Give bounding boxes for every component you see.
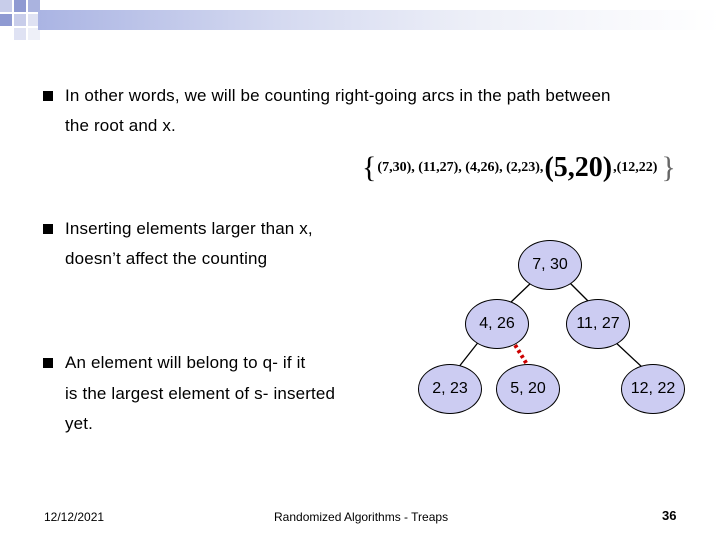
bullet-3-line-1: An element will belong to q- if it [65, 353, 306, 372]
bullet-3-line-3: yet. [65, 414, 94, 433]
footer-date: 12/12/2021 [44, 510, 105, 524]
bullet-1-line-2: the root and x. [65, 116, 176, 135]
sequence-highlight-item: (5,20) [544, 152, 613, 183]
sequence-open-brace: { [362, 151, 377, 184]
sequence-items-after: ,(12,22) [613, 160, 658, 175]
edge-4_26-2_23 [458, 340, 480, 368]
bullet-1-line-1: In other words, we will be counting right-going arcs in the path between [65, 86, 611, 105]
sequence-close-brace: } [661, 151, 676, 184]
sequence-items-before: (7,30), (11,27), (4,26), (2,23), [377, 160, 544, 175]
tree-node-5-20: 5, 20 [496, 364, 560, 414]
bullet-2-line-2: doesn’t affect the counting [65, 249, 268, 268]
tree-node-2-23: 2, 23 [418, 364, 482, 414]
bullet-3-line-2: is the largest element of s- inserted [65, 384, 336, 403]
tree-node-4-26: 4, 26 [465, 299, 529, 349]
tree-node-11-27: 11, 27 [566, 299, 630, 349]
tree-node-12-22: 12, 22 [621, 364, 685, 414]
tree-node-7-30: 7, 30 [518, 240, 582, 290]
bullet-2-line-1: Inserting elements larger than x, [65, 219, 313, 238]
footer-title: Randomized Algorithms - Treaps [274, 510, 449, 524]
page-number: 36 [662, 508, 677, 523]
edge-11_27-12_22 [613, 340, 643, 368]
